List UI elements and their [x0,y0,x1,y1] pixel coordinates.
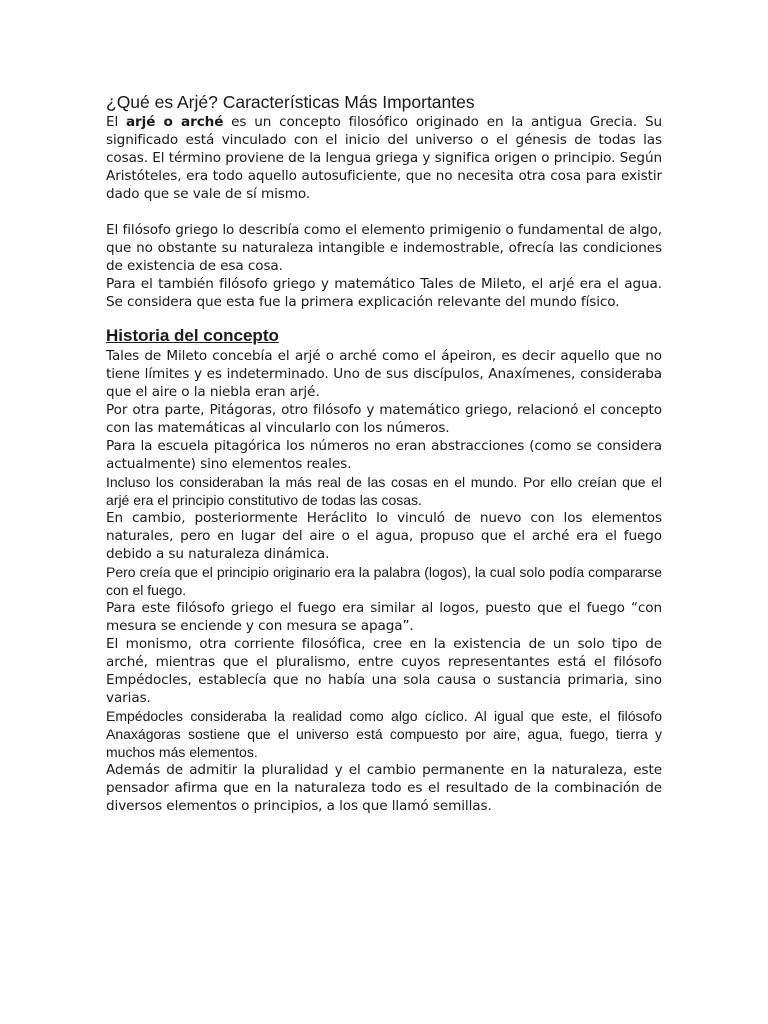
intro-paragraph [106,113,662,203]
history-paragraph: Tales de Mileto concebía el arjé o arché como el ápeiron, es decir aquello que no tiene límites y es indeterminado. Uno de sus discípulos, Anaxímenes, consideraba que el aire o la niebla eran arjé. [106,348,662,400]
history-paragraph: Por otra parte, Pitágoras, otro filósofo y matemático griego, relacionó el concepto con las matemáticas al vincularlo con los números. [106,402,662,436]
paragraph-3: Para el también filósofo griego y matemático Tales de Mileto, el arjé era el agua. Se considera que esta fue la primera explicación relevante del mundo físico. [106,276,662,310]
history-paragraph: Además de admitir la pluralidad y el cambio permanente en la naturaleza, este pensador afirma que en la naturaleza todo es el resultado de la combinación de diversos elementos o principios, a los que llamó semillas. [106,762,662,814]
intro-prefix: El [106,114,126,130]
page-title: ¿Qué es Arjé? Características Más Importantes [106,92,475,112]
intro-text: es un concepto filosófico originado en la antigua Grecia. Su significado está vinculado con el inicio del universo o el génesis de todas las cosas. El término proviene de la lengua griega y significa origen o principio. Según Aristóteles, era todo aquello autosuficiente, que no necesita otra cosa para existir dado que se vale de sí mismo. [106,114,662,202]
history-paragraph: Para la escuela pitagórica los números no eran abstracciones (como se considera actualmente) sino elementos reales. [106,438,662,472]
paragraph-2: El filósofo griego lo describía como el elemento primigenio o fundamental de algo, que no obstante su naturaleza intangible e indemostrable, ofrecía las condiciones de existencia de esa cosa. [106,222,662,274]
history-paragraph: En cambio, posteriormente Heráclito lo vinculó de nuevo con los elementos naturales, pero en lugar del aire o el agua, propuso que el arché era el fuego debido a su naturaleza dinámica. [106,510,662,562]
history-paragraph: Empédocles consideraba la realidad como algo cíclico. Al igual que este, el filósofo Anaxágoras sostiene que el universo está compuesto por aire, agua, fuego, tierra y muchos más elementos. [106,708,662,760]
history-paragraph: Para este filósofo griego el fuego era similar al logos, puesto que el fuego “con mesura se enciende y con mesura se apaga”. [106,600,662,634]
section-heading: Historia del concepto [106,326,279,345]
history-paragraph: El monismo, otra corriente filosófica, cree en la existencia de un solo tipo de arché, mientras que el pluralismo, entre cuyos representantes está el filósofo Empédocles, establecía que no había una sola causa o sustancia primaria, sino varias. [106,636,662,706]
intro-term: arjé o arché [125,114,224,130]
document-body [106,91,662,815]
history-paragraph: Incluso los consideraban la más real de las cosas en el mundo. Por ello creían que el arjé era el principio constitutivo de todas las cosas. [106,474,662,508]
history-paragraph: Pero creía que el principio originario era la palabra (logos), la cual solo podía compararse con el fuego. [106,564,662,598]
